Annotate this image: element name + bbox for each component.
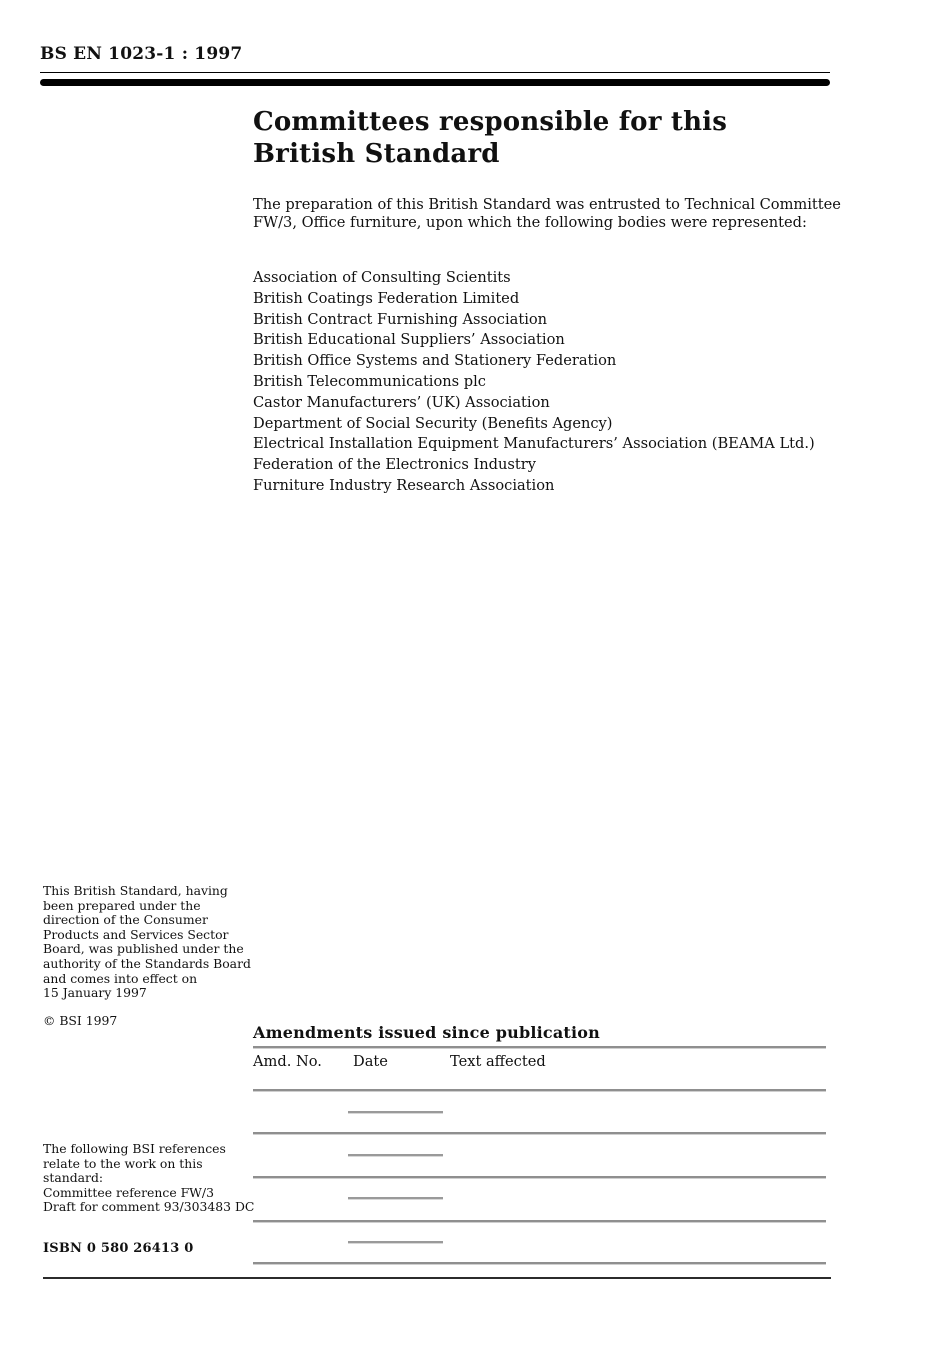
intro-paragraph (253, 196, 853, 231)
copyright-notice: © BSI 1997 (43, 1013, 118, 1028)
amendments-table-rule (253, 1089, 826, 1091)
header-thin-rule (40, 72, 830, 73)
bsi-references-line: standard: (43, 1170, 104, 1186)
publication-note-line: 15 January 1997 (43, 985, 147, 1001)
amendments-table-rule (253, 1132, 826, 1134)
committee-list-item: Association of Consulting Scientits (253, 269, 511, 286)
document-reference: BS EN 1023-1 : 1997 (40, 44, 243, 64)
amendments-row-date-blank (348, 1197, 443, 1199)
committee-list-item: Castor Manufacturers’ (UK) Association (253, 393, 550, 411)
committee-list-item: British Telecommunications plc (253, 372, 486, 390)
bsi-references-line: Draft for comment 93/303483 DC (43, 1199, 255, 1215)
amendments-column-date: Date (353, 1053, 388, 1070)
committee-list-item: Electrical Installation Equipment Manufacturers’ Association (BEAMA Ltd.) (253, 435, 815, 453)
publication-note-line: This British Standard, having (43, 883, 228, 898)
publication-note-line: Board, was published under the (43, 941, 244, 957)
publication-note-line: authority of the Standards Board (43, 955, 251, 971)
committee-list (253, 268, 853, 497)
page-title-line-2: British Standard (253, 139, 500, 169)
amendments-row-date-blank (348, 1154, 443, 1156)
amendments-table-rule (253, 1220, 826, 1222)
committee-list-item: British Educational Suppliers’ Association (253, 331, 565, 349)
committee-list-item: British Office Systems and Stationery Federation (253, 352, 617, 370)
intro-paragraph-line: FW/3, Office furniture, upon which the following bodies were represented: (253, 213, 807, 231)
amendments-row-date-blank (348, 1241, 443, 1243)
publication-note-line: been prepared under the (43, 897, 201, 913)
amendments-column-amd-no: Amd. No. (253, 1053, 322, 1070)
committee-list-item: Furniture Industry Research Association (253, 476, 555, 494)
bsi-references-line: relate to the work on this (43, 1155, 203, 1171)
amendments-heading: Amendments issued since publication (253, 1023, 600, 1042)
amendments-table-rule (253, 1262, 826, 1264)
publication-note (43, 883, 251, 1001)
publication-note-line: Products and Services Sector (43, 926, 229, 942)
page-title (253, 106, 853, 170)
committee-list-item: Federation of the Electronics Industry (253, 456, 536, 474)
page-title-line-1: Committees responsible for this (253, 107, 728, 137)
publication-note-line: and comes into effect on (43, 970, 198, 986)
committee-list-item: British Contract Furnishing Association (253, 310, 548, 328)
amendments-table-rule (253, 1046, 826, 1048)
amendments-column-text-affected: Text affected (450, 1053, 546, 1070)
page-bottom-rule (43, 1277, 831, 1279)
bsi-references-note (43, 1141, 255, 1215)
amendments-row-date-blank (348, 1111, 443, 1113)
intro-paragraph-line: The preparation of this British Standard was entrusted to Technical Committee (253, 196, 841, 213)
amendments-table-rule (253, 1176, 826, 1178)
bsi-references-line: Committee reference FW/3 (43, 1184, 214, 1200)
bsi-references-line: The following BSI references (43, 1141, 226, 1156)
committee-list-item: Department of Social Security (Benefits Agency) (253, 414, 613, 432)
isbn-number: ISBN 0 580 26413 0 (43, 1241, 194, 1256)
header-thick-rule (40, 79, 830, 86)
committee-list-item: British Coatings Federation Limited (253, 289, 520, 307)
publication-note-line: direction of the Consumer (43, 912, 208, 928)
